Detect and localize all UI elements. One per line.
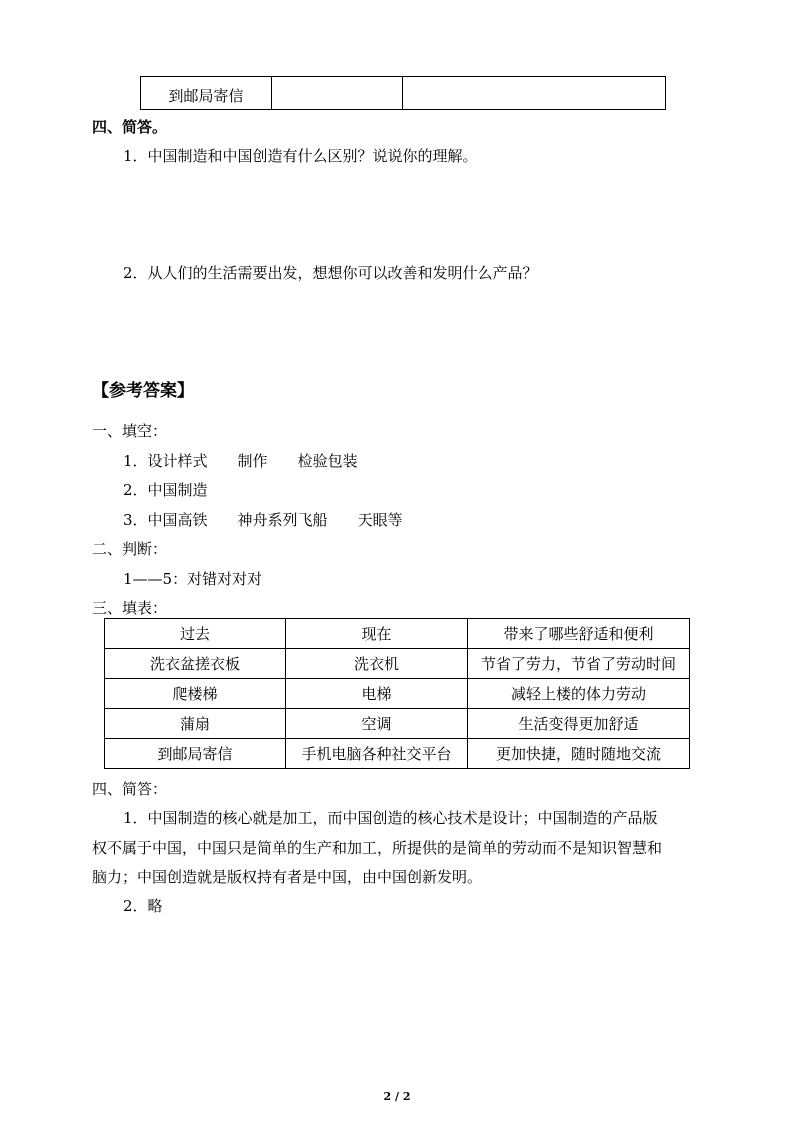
table-cell: 洗衣机 bbox=[286, 649, 468, 679]
short-answer-1-line2: 权不属于中国，中国只是简单的生产和加工，所提供的是简单的劳动而不是知识智慧和 bbox=[92, 839, 663, 857]
table-cell: 更加快捷，随时随地交流 bbox=[468, 739, 690, 769]
fill-answer-1c: 检验包装 bbox=[297, 452, 358, 470]
answer-table bbox=[104, 618, 690, 769]
fill-answer-3b: 神舟系列飞船 bbox=[237, 511, 328, 529]
table-cell: 洗衣盆搓衣板 bbox=[105, 649, 286, 679]
table-cell: 爬楼梯 bbox=[105, 679, 286, 709]
table-cell: 空调 bbox=[286, 709, 468, 739]
table-row bbox=[105, 649, 690, 679]
fill-answer-1b: 制作 bbox=[237, 452, 268, 470]
table-heading: 三、填表： bbox=[92, 599, 168, 617]
top-table bbox=[140, 76, 666, 110]
fill-answer-2: 2．中国制造 bbox=[123, 481, 208, 499]
fill-answer-3c: 天眼等 bbox=[357, 511, 403, 529]
fill-answer-1 bbox=[123, 452, 358, 470]
short-answer-2: 2．略 bbox=[123, 897, 163, 915]
table-header-cell: 现在 bbox=[286, 619, 468, 649]
table-header-cell: 过去 bbox=[105, 619, 286, 649]
table-row bbox=[105, 739, 690, 769]
short-answer-heading: 四、简答： bbox=[92, 780, 168, 798]
page-number: 2 / 2 bbox=[383, 1090, 411, 1103]
table-cell bbox=[272, 77, 403, 110]
answers-title: 【参考答案】 bbox=[92, 381, 194, 401]
table-row bbox=[105, 679, 690, 709]
fill-answer-3 bbox=[123, 511, 403, 529]
table-cell: 手机电脑各种社交平台 bbox=[286, 739, 468, 769]
table-row bbox=[141, 77, 666, 110]
table-cell: 到邮局寄信 bbox=[105, 739, 286, 769]
fill-heading: 一、填空： bbox=[92, 422, 168, 440]
table-cell: 节省了劳力，节省了劳动时间 bbox=[468, 649, 690, 679]
table-row bbox=[105, 709, 690, 739]
question-1: 1．中国制造和中国创造有什么区别？说说你的理解。 bbox=[123, 147, 478, 165]
table-row bbox=[105, 619, 690, 649]
table-header-cell: 带来了哪些舒适和便利 bbox=[468, 619, 690, 649]
table-cell: 蒲扇 bbox=[105, 709, 286, 739]
fill-answer-1a: 1．设计样式 bbox=[123, 452, 208, 470]
short-answer-1-line3: 脑力；中国创造就是版权持有者是中国，由中国创新发明。 bbox=[92, 868, 483, 886]
judge-answer: 1——5：对错对对对 bbox=[123, 570, 263, 588]
judge-heading: 二、判断： bbox=[92, 540, 168, 558]
section-heading: 四、简答。 bbox=[92, 118, 168, 136]
short-answer-1-line1: 1．中国制造的核心就是加工，而中国创造的核心技术是设计；中国制造的产品版 bbox=[123, 809, 658, 827]
table-cell: 电梯 bbox=[286, 679, 468, 709]
table-cell: 到邮局寄信 bbox=[141, 77, 272, 110]
table-cell: 生活变得更加舒适 bbox=[468, 709, 690, 739]
table-cell: 减轻上楼的体力劳动 bbox=[468, 679, 690, 709]
table-cell bbox=[403, 77, 666, 110]
fill-answer-3a: 3．中国高铁 bbox=[123, 511, 208, 529]
question-2: 2．从人们的生活需要出发，想想你可以改善和发明什么产品？ bbox=[123, 264, 538, 282]
